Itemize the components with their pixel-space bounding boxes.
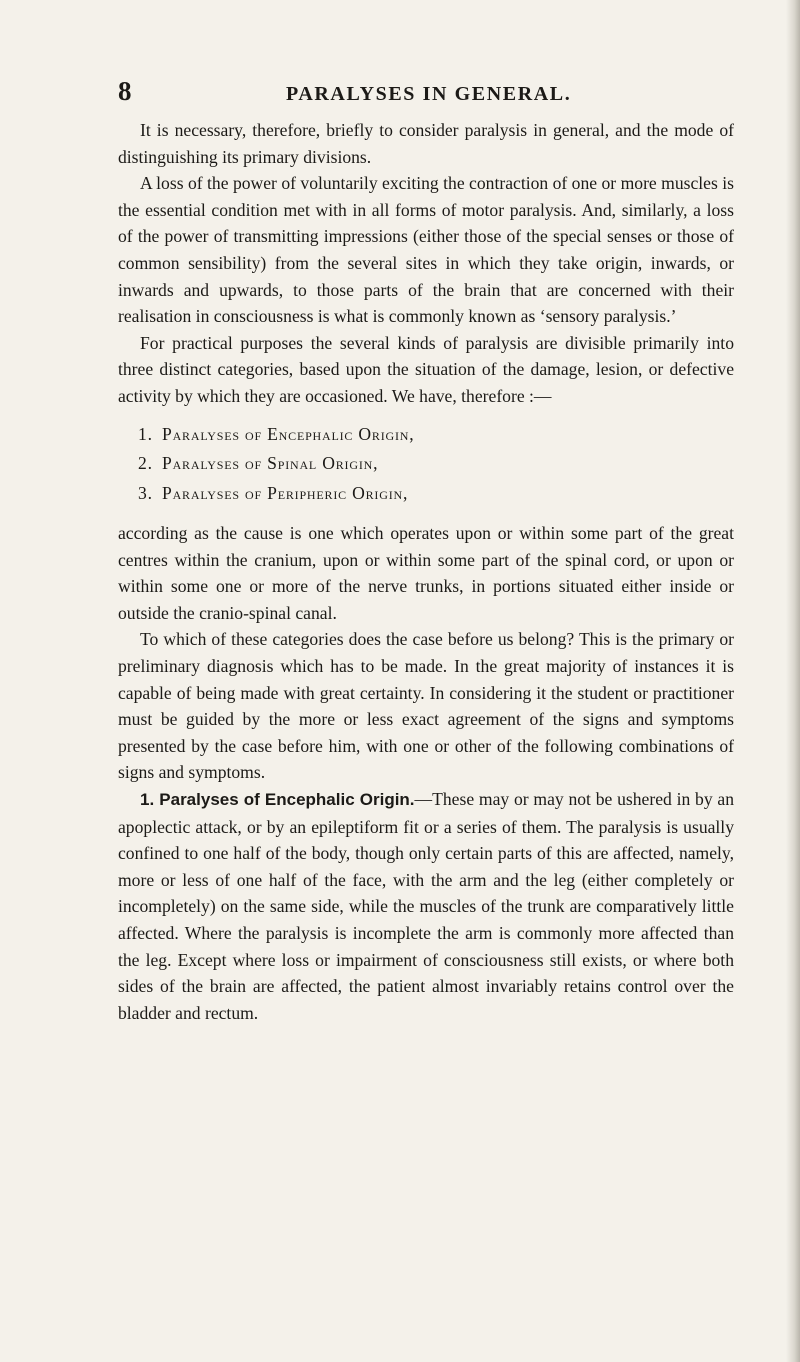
list-item-text: Paralyses of Encephalic Origin, <box>162 423 415 444</box>
page-number: 8 <box>118 76 132 106</box>
paragraph-6 <box>118 786 734 1026</box>
list-item <box>138 479 734 509</box>
list-item-number: 3. <box>138 482 153 503</box>
section-heading: 1. Paralyses of Encephalic Origin. <box>140 789 415 809</box>
page-header <box>0 76 800 116</box>
running-head: PARALYSES IN GENERAL. <box>286 83 572 105</box>
list-item <box>138 449 734 479</box>
paragraph-5: To which of these categories does the case before us belong? This is the primary or preliminary diagnosis which has to be made. In the great majority of instances it is capable of being made with great certainty. In considering it the student or practitioner must be guided by the more or less exact agreement of the signs and symptoms presented by the case before him, with one or other of the following combinations of signs and symptoms. <box>118 629 734 783</box>
paragraph-3: For practical purposes the several kinds of paralysis are divisible primarily into three distinct categories, based upon the situation of the damage, lesion, or defective activity by which they are occasioned. We have, therefore :— <box>118 332 734 406</box>
page-edge-shadow <box>786 0 800 1362</box>
paragraph-4: according as the cause is one which operates upon or within some part of the great centres within the cranium, upon or within some part of the spinal cord, or upon or within some one or more of the nerve trunks, in portions situated either inside or outside the cranio-spinal canal. <box>118 523 734 623</box>
list-item-text: Paralyses of Spinal Origin, <box>162 453 379 474</box>
paragraph-2: A loss of the power of voluntarily exciting the contraction of one or more muscles is the essential condition met with in all forms of motor paralysis. And, similarly, a loss of the power of transmitting impressions (either those of the special senses or those of common sensibility) from the several sites in which they take origin, inwards, or inwards and upwards, to those parts of the brain that are concerned with their realisation in consciousness is what is commonly known as ‘sensory paralysis.’ <box>118 173 734 327</box>
paragraph-1: It is necessary, therefore, briefly to consider paralysis in general, and the mode of distinguishing its primary divisions. <box>118 120 734 167</box>
paragraph-6-text: —These may or may not be ushered in by an apoplectic attack, or by an epileptiform fit or a series of them. The paralysis is usually confined to one half of the body, though only certain parts of this are affected, namely, more or less of one half of the face, with the arm and the leg (either completely or incompletely) on the same side, while the muscles of the trunk are comparatively little affected. Where the paralysis is incomplete the arm is commonly more affected than the leg. Except where loss or impairment of consciousness still exists, or where both sides of the brain are affected, the patient almost invariably retains control over the bladder and rectum. <box>118 788 734 1023</box>
list-item <box>138 420 734 450</box>
list-item-text: Paralyses of Peripheric Origin, <box>162 482 409 503</box>
body-text <box>118 117 734 1026</box>
category-list <box>138 420 734 509</box>
list-item-number: 1. <box>138 423 153 444</box>
list-item-number: 2. <box>138 453 153 474</box>
